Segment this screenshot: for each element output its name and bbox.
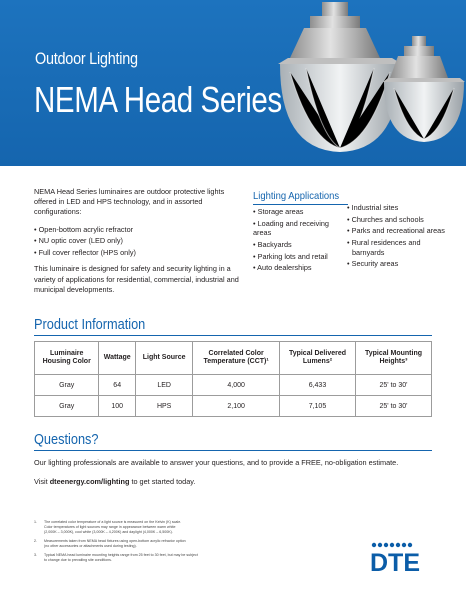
footnote: 1. The correlated color temperature of a light source is measured on the Kelvin (K) scale. Color temperatures of light sources may range in appearance between warm white (2,000K – 3,000K), cool white (3,000K – 4,200K) and daylight (4,000K – 6,500K). (34, 520, 182, 534)
applications-heading: Lighting Applications (253, 190, 340, 202)
hero-title: NEMA Head Series (34, 79, 282, 120)
table-cell: 25' to 30' (355, 396, 431, 417)
intro-section (34, 187, 246, 301)
hero-subtitle: Outdoor Lighting (35, 49, 138, 68)
heading-divider (253, 204, 348, 205)
lighting-applications (253, 190, 453, 273)
dte-logo (368, 540, 446, 576)
column-header: Typical Delivered Lumens² (279, 342, 355, 375)
table-header-row (35, 342, 432, 375)
table-cell: 4,000 (193, 375, 280, 396)
list-item: • Parks and recreational areas (347, 226, 445, 236)
table-cell: 64 (99, 375, 136, 396)
list-item: • Backyards (253, 239, 292, 249)
column-header: Luminaire Housing Color (35, 342, 99, 375)
table-cell: 2,100 (193, 396, 280, 417)
table-cell: 100 (99, 396, 136, 417)
list-item: • Loading and receiving areas (253, 218, 329, 238)
list-item: • Churches and schools (347, 214, 424, 224)
questions-text: Our lighting professionals are available to answer your questions, and to provide a FREE, no-obligation estimate. (34, 458, 399, 467)
column-header: Light Source (136, 342, 193, 375)
list-item: • Auto dealerships (253, 263, 312, 273)
table-cell: LED (136, 375, 193, 396)
table-cell: 25' to 30' (355, 375, 431, 396)
column-header: Typical Mounting Heights³ (355, 342, 431, 375)
intro-paragraph: This luminaire is designed for safety and security lighting in a variety of applications for residential, commercial, industrial and municipal developments. (34, 264, 239, 294)
table-cell: 7,105 (279, 396, 355, 417)
product-information-heading: Product Information (34, 316, 146, 333)
visit-line: Visit dteenergy.com/lighting to get started today. (34, 477, 196, 486)
product-table (34, 341, 432, 417)
column-header: Wattage (99, 342, 136, 375)
intro-paragraph: NEMA Head Series luminaires are outdoor protective lights offered in LED and HPS technology, and in assorted configurations: (34, 187, 225, 217)
list-item: • Storage areas (253, 207, 304, 216)
list-item: • Full cover reflector (HPS only) (34, 247, 136, 257)
logo-text: DTE (370, 549, 420, 576)
questions-heading: Questions? (34, 431, 99, 448)
nema-luminaires-image (270, 0, 466, 166)
list-item: • Rural residences and (347, 238, 421, 248)
applications-list-right (347, 203, 453, 271)
section-divider (34, 335, 432, 336)
table-cell: Gray (35, 375, 99, 396)
website-link[interactable]: dteenergy.com/lighting (49, 477, 130, 486)
table-cell: 6,433 (279, 375, 355, 396)
configuration-list (34, 224, 246, 259)
footnotes (34, 520, 284, 567)
table-cell: Gray (35, 396, 99, 417)
list-item: • Security areas (347, 259, 399, 269)
list-item: • Open-bottom acrylic refractor (34, 224, 134, 234)
column-header: Correlated Color Temperature (CCT)¹ (193, 342, 280, 375)
list-item: barnyards (352, 247, 385, 257)
list-item: • Industrial sites (347, 203, 399, 212)
list-item: • NU optic cover (LED only) (34, 236, 123, 246)
footnote: 2. Measurements taken from NEMA head fixtures using open-bottom acrylic refractor option (no other accessories or attachments used during testing). (34, 539, 186, 548)
hero-banner (0, 0, 466, 166)
section-divider (34, 450, 432, 451)
list-item: • Parking lots and retail (253, 251, 328, 261)
table-row (35, 396, 432, 417)
applications-list-left (253, 207, 345, 275)
table-cell: HPS (136, 396, 193, 417)
table-row (35, 375, 432, 396)
footnote: 3. Typical NEMA head luminaire mounting heights range from 25 feet to 30 feet, but may be subject to change due to prevailing site conditions. (34, 553, 198, 562)
